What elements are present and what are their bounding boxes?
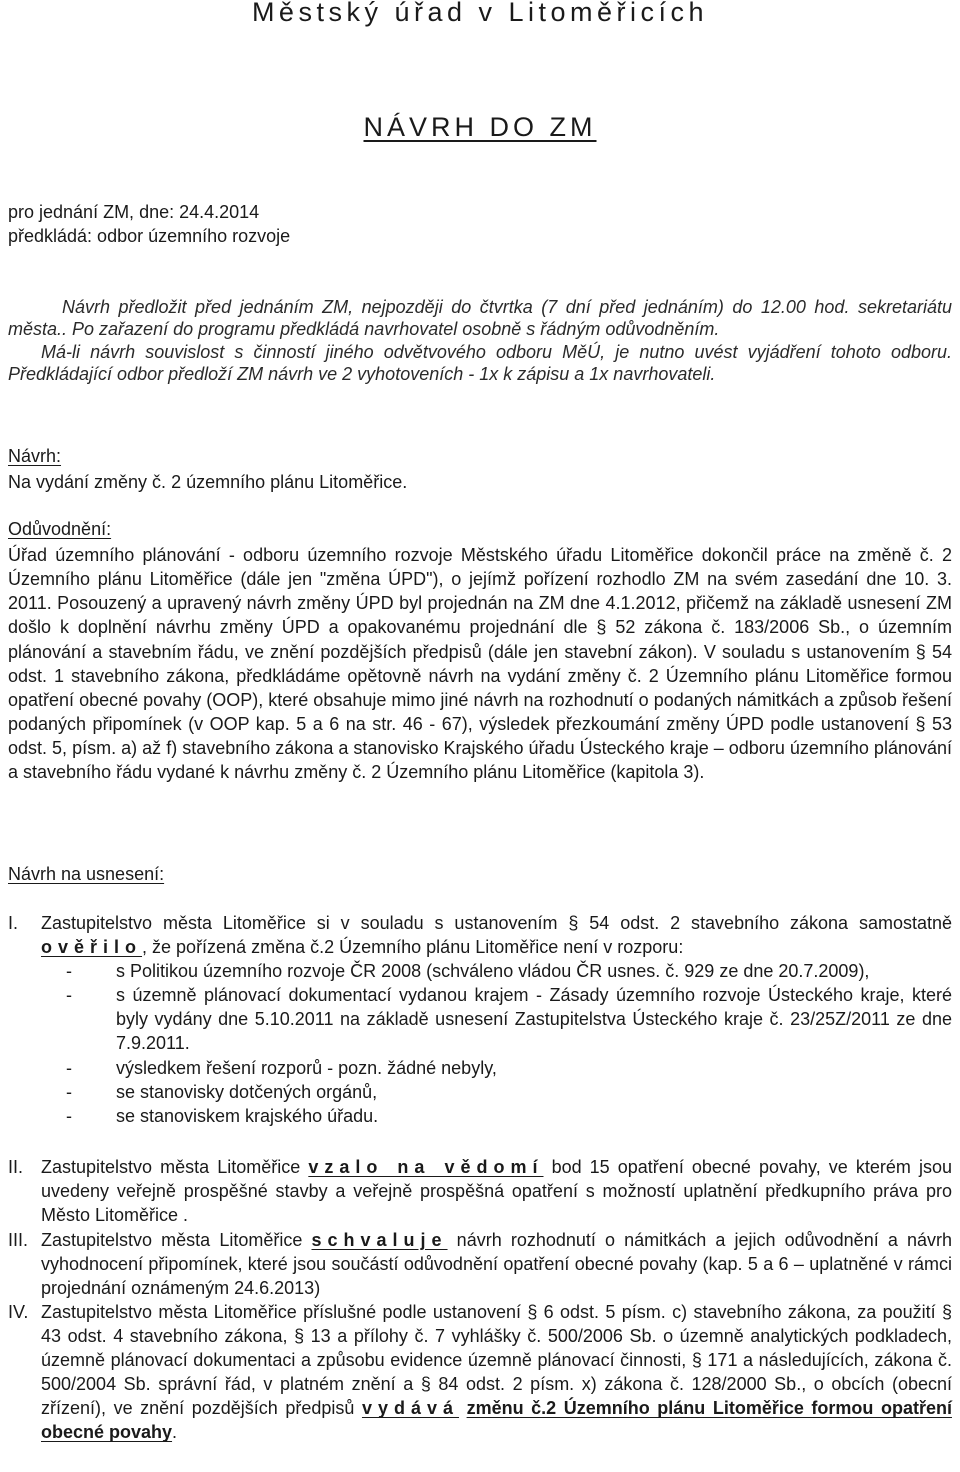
- document-title: NÁVRH DO ZM: [363, 112, 597, 142]
- list-item: [41, 1056, 952, 1080]
- resolution-item-4: [8, 1300, 952, 1445]
- resolution-text-post: bod 15 opatření obecné povahy, ve kterém jsou uvedeny veřejně prospěšné stavby a veřejně prospěšná opatření s možností uplatnění předkupního práva pro Město Litoměřice .: [41, 1157, 952, 1226]
- instructions-paragraph-1: Návrh předložit před jednáním ZM, nejpozději do čtvrtka (7 dní před jednáním) do 12.00 hod. sekretariátu města.. Po zařazení do programu předkládá navrhovatel osobně s řádným odůvodněním.: [8, 297, 952, 340]
- list-item: [41, 983, 952, 1055]
- resolution-keyword: schvaluje: [311, 1230, 448, 1250]
- dash-marker: -: [66, 1081, 72, 1102]
- list-item-text: s územně plánovací dokumentací vydanou krajem - Zásady územního rozvoje Ústeckého kraje, které byly vydány dne 5.10.2011 na základě usnesení Zastupitelstva Ústeckého kraje č. 23/25Z/2011 ze dne 7.9.2011.: [116, 985, 952, 1054]
- resolution-number: I.: [8, 913, 19, 933]
- instructions-paragraph-2: Má-li návrh souvislost s činností jiného odvětvového odboru MěÚ, je nutno uvést vyjádření tohoto odboru. Předkládající odbor předloží ZM návrh ve 2 vyhotoveních - 1x k zápisu a 1x navrhovateli.: [8, 341, 952, 384]
- list-item-text: výsledkem řešení rozporů - pozn. žádné nebyly,: [116, 1057, 497, 1078]
- resolution-keyword: vzalo na vědomí: [308, 1157, 544, 1177]
- resolution-item-2: [8, 1155, 952, 1227]
- resolution-text-pre: Zastupitelstvo města Litoměřice: [41, 1157, 309, 1177]
- resolution-text-pre: Zastupitelstvo města Litoměřice: [41, 1230, 312, 1250]
- meeting-date-line: pro jednání ZM, dne: 24.4.2014: [8, 202, 260, 222]
- justification-text: Úřad územního plánování - odboru územního rozvoje Městského úřadu Litoměřice dokončil práce na změně č. 2 Územního plánu Litoměřice (dále jen "změna ÚPD"), o jejímž pořízení rozhodlo ZM na svém zasedání dne 10. 3. 2011. Posouzený a upravený návrh změny ÚPD byl projednán na ZM dne 4.1.2012, přičemž na základě usnesení ZM došlo k doplnění návrhu změny ÚPD a opakovanému projednání dle § 52 zákona č. 183/2006 Sb., o územním plánování a stavebním řádu, ve znění pozdějších předpisů (dále jen stavební zákon). V souladu s ustanovením § 54 odst. 1 stavebního zákona, předkládáme opětovně návrh na vydání změny č. 2 Územního plánu Litoměřice formou opatření obecné povahy (OOP), které obsahuje mimo jiné návrh na rozhodnutí o podaných námitkách a způsob řešení podaných připomínek (v OOP kap. 5 a 6 na str. 46 - 67), výsledek přezkoumání změny ÚPD podle ustanovení § 53 odst. 5, písm. a) až f) stavebního zákona a stanovisko Krajského úřadu Ústeckého kraje – odboru územního plánování a stavebního řádu vydané k návrhu změny č. 2 Územního plánu Litoměřice (kapitola 3).: [8, 545, 952, 783]
- resolution-body: [41, 1155, 952, 1227]
- resolution-body: [41, 911, 952, 1128]
- resolution-number: II.: [8, 1157, 24, 1177]
- list-item-text: s Politikou územního rozvoje ČR 2008 (schváleno vládou ČR usnes. č. 929 ze dne 20.7.2009),: [116, 961, 870, 982]
- resolution-heading: Návrh na usnesení:: [8, 864, 165, 884]
- justification-heading: Odůvodnění:: [8, 519, 112, 539]
- resolution-item-3: [8, 1228, 952, 1300]
- proposal-text: Na vydání změny č. 2 územního plánu Litoměřice.: [8, 472, 408, 492]
- resolution-keyword: ověřilo: [41, 937, 143, 958]
- list-item: [41, 959, 952, 983]
- document-title-wrap: [0, 112, 960, 143]
- dash-marker: -: [66, 1057, 72, 1078]
- resolution-text-tail: změnu č.2 Územního plánu Litoměřice formou opatření obecné povahy: [41, 1398, 952, 1443]
- list-item-text: se stanoviskem krajského úřadu.: [116, 1105, 379, 1126]
- resolution-bullet-list: [41, 959, 952, 1128]
- dash-marker: -: [66, 961, 72, 982]
- resolution-text-end: .: [172, 1422, 178, 1443]
- submitter-line: předkládá: odbor územního rozvoje: [8, 226, 291, 246]
- resolution-item-1: [8, 911, 952, 1128]
- resolution-number: III.: [8, 1230, 29, 1250]
- dash-marker: -: [66, 1105, 72, 1126]
- list-item: [41, 1080, 952, 1104]
- proposal-heading: Návrh:: [8, 446, 62, 466]
- meta-block: [8, 200, 290, 248]
- resolution-body: [41, 1300, 952, 1445]
- resolution-number: IV.: [8, 1302, 29, 1322]
- dash-marker: -: [66, 985, 72, 1006]
- resolution-keyword: vydává: [361, 1398, 460, 1419]
- resolution-text-pre: Zastupitelstvo města Litoměřice si v souladu s ustanovením § 54 odst. 2 stavebního zákona samostatně: [41, 913, 952, 933]
- instructions-note: [8, 296, 952, 385]
- office-header: Městský úřad v Litoměřicích: [251, 0, 709, 27]
- resolution-text-post: návrh rozhodnutí o námitkách a jejich odůvodnění a návrh vyhodnocení připomínek, které jsou součástí odůvodnění opatření obecné povahy (kap. 5 a 6 – uplatněné v rámci projednání oznámeným 24.6.2013): [41, 1230, 953, 1299]
- resolution-body: [41, 1228, 952, 1300]
- resolution-text-pre: Zastupitelstvo města Litoměřice příslušné podle ustanovení § 6 odst. 5 písm. c) stavebního zákona, za použití § 43 odst. 4 stavebního zákona, § 13 a přílohy č. 7 vyhlášky č. 500/2006 Sb. o územně analytických podkladech, územně plánovací dokumentaci a způsobu evidence územně plánovací činnosti, § 171 a následujících, zákona č. 500/2004 Sb. správní řád, v platném znění a § 84 odst. 2 písm. x) zákona č. 128/2000 Sb., o obcích (obecní zřízení), ve znění pozdějších předpisů: [41, 1302, 952, 1419]
- resolution-text-post: , že pořízená změna č.2 Územního plánu Litoměřice není v rozporu:: [142, 937, 684, 958]
- list-item-text: se stanovisky dotčených orgánů,: [116, 1081, 378, 1102]
- list-item: [41, 1104, 952, 1128]
